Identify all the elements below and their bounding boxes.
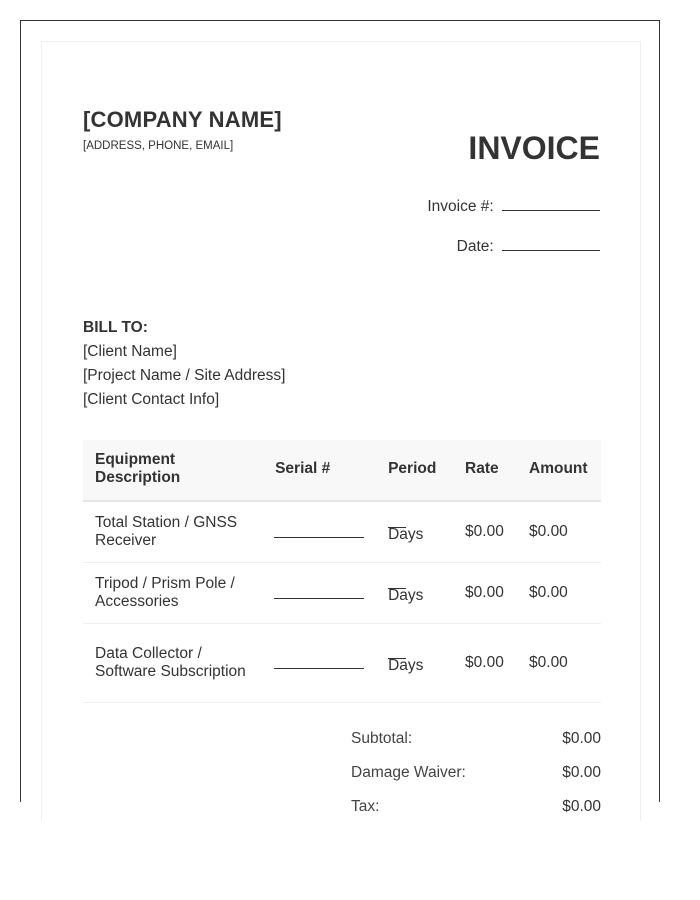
header-rate: Rate [453,440,517,501]
table-header [83,440,601,501]
serial-number-field[interactable] [274,652,364,669]
row-description: Tripod / Prism Pole / Accessories [83,562,263,623]
tax-value: $0.00 [562,798,601,815]
row-rate: $0.00 [453,562,517,623]
company-contact-info: [ADDRESS, PHONE, EMAIL] [83,140,234,152]
bill-to-section [83,316,285,412]
invoice-date-field[interactable] [502,236,600,251]
client-name: [Client Name] [83,343,177,360]
row-serial-cell [263,562,376,623]
damage-waiver-row [351,764,601,798]
subtotal-label: Subtotal: [351,730,413,747]
row-period [376,562,453,623]
invoice-sheet [41,41,641,821]
client-contact-info: [Client Contact Info] [83,391,220,408]
table-row [83,501,601,562]
invoice-number-field[interactable] [502,196,600,211]
period-unit: Days [388,657,424,674]
row-description: Data Collector / Software Subscription [83,623,263,702]
row-amount: $0.00 [517,562,601,623]
subtotal-row [351,730,601,764]
serial-number-field[interactable] [274,582,364,599]
row-rate: $0.00 [453,623,517,702]
header-description: Equipment Description [83,440,263,501]
bill-to-heading: BILL TO: [83,319,148,336]
row-serial-cell [263,623,376,702]
invoice-date-label: Date: [456,238,494,255]
period-unit: Days [388,587,424,604]
invoice-number-label: Invoice #: [427,198,494,215]
equipment-table [83,440,601,703]
project-site-address: [Project Name / Site Address] [83,367,286,384]
row-amount: $0.00 [517,623,601,702]
damage-waiver-value: $0.00 [562,764,601,781]
damage-waiver-label: Damage Waiver: [351,764,466,781]
invoice-title: INVOICE [468,130,600,166]
table-row [83,562,601,623]
table-row [83,623,601,702]
totals-section [351,730,601,832]
company-name: [COMPANY NAME] [83,107,282,132]
tax-label: Tax: [351,798,380,815]
row-rate: $0.00 [453,501,517,562]
row-description: Total Station / GNSS Receiver [83,501,263,562]
tax-row [351,798,601,832]
header-amount: Amount [517,440,601,501]
row-serial-cell [263,501,376,562]
row-period [376,501,453,562]
header-period: Period [376,440,453,501]
header-serial: Serial # [263,440,376,501]
table-body [83,501,601,702]
invoice-date-row [457,236,600,256]
table-header-row [83,440,601,501]
document-frame [20,20,660,815]
serial-number-field[interactable] [274,521,364,538]
invoice-number-row [427,196,600,216]
subtotal-value: $0.00 [562,730,601,747]
period-unit: Days [388,526,424,544]
row-amount: $0.00 [517,501,601,562]
row-period [376,623,453,702]
